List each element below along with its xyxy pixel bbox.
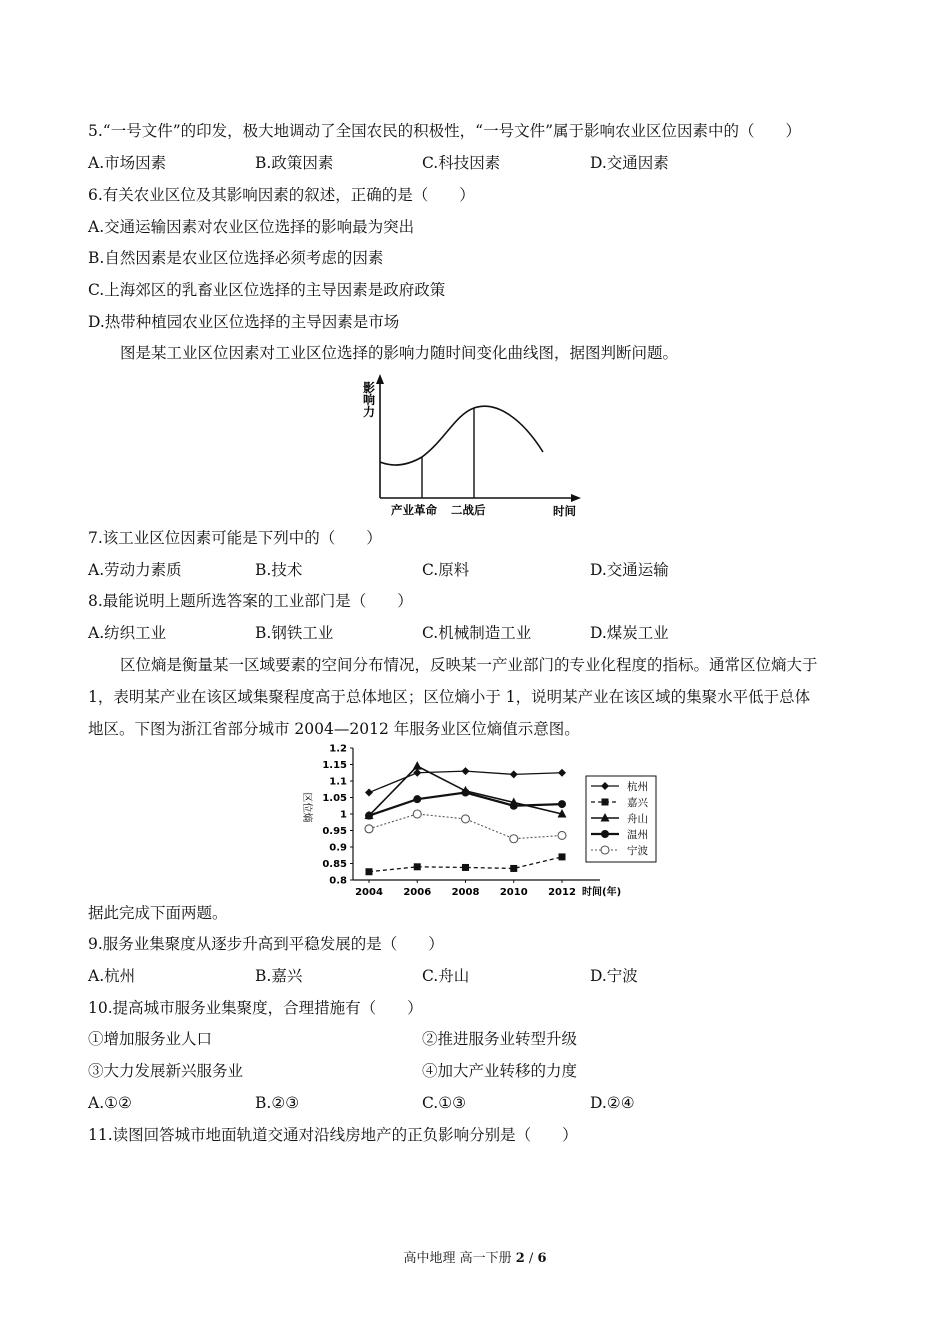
q9-option-b: B.嘉兴 bbox=[255, 967, 303, 985]
q6-option-d: D.热带种植园农业区位选择的主导因素是市场 bbox=[88, 313, 400, 331]
footer-page-number: 2 bbox=[515, 1251, 525, 1266]
entropy-point-0-3 bbox=[510, 770, 518, 778]
entropy-point-1-2 bbox=[462, 864, 469, 871]
q8-option-a: A.纺织工业 bbox=[88, 624, 167, 642]
q10-stem: 10.提高城市服务业集聚度，合理措施有（ ） bbox=[88, 999, 423, 1017]
entropy-y-tick-label: 0.95 bbox=[322, 826, 347, 837]
entropy-point-3-2 bbox=[462, 789, 470, 797]
q5-option-d: D.交通因素 bbox=[590, 154, 669, 172]
entropy-y-axis-title: 区位熵 bbox=[301, 792, 312, 823]
q10-option-c: C.①③ bbox=[422, 1094, 467, 1112]
q10-item-3: ③大力发展新兴服务业 bbox=[88, 1062, 244, 1080]
curve-ylabel-1: 影 bbox=[363, 381, 376, 395]
entropy-x-tick-label: 2004 bbox=[355, 887, 383, 898]
entropy-legend-marker bbox=[602, 799, 609, 806]
entropy-legend-label: 嘉兴 bbox=[627, 797, 648, 809]
entropy-y-tick-label: 1.05 bbox=[322, 793, 347, 804]
entropy-line-chart bbox=[290, 740, 660, 900]
entropy-legend-label: 温州 bbox=[627, 829, 648, 841]
footer-subject: 高中地理 高一下册 bbox=[403, 1251, 516, 1266]
entropy-legend-marker bbox=[601, 846, 609, 854]
curve-marker-2: 二战后 bbox=[451, 503, 486, 517]
entropy-point-0-2 bbox=[462, 767, 470, 775]
entropy-legend-marker bbox=[601, 830, 609, 838]
q5-option-b: B.政策因素 bbox=[255, 154, 334, 172]
q6-option-b: B.自然因素是农业区位选择必须考虑的因素 bbox=[88, 249, 384, 267]
q8-option-d: D.煤炭工业 bbox=[590, 624, 669, 642]
entropy-y-tick-label: 1.15 bbox=[322, 760, 347, 771]
footer-separator: / bbox=[524, 1251, 538, 1266]
entropy-point-4-0 bbox=[365, 825, 373, 833]
curve-xlabel: 时间 bbox=[553, 504, 576, 518]
curve-marker-1: 产业革命 bbox=[391, 503, 437, 517]
q5-option-a: A.市场因素 bbox=[88, 154, 167, 172]
curve-x-arrow bbox=[571, 494, 581, 502]
q7-option-d: D.交通运输 bbox=[590, 561, 669, 579]
q9-option-d: D.宁波 bbox=[590, 967, 638, 985]
q6-option-c: C.上海郊区的乳畜业区位选择的主导因素是政府政策 bbox=[88, 281, 446, 299]
q9-option-c: C.舟山 bbox=[422, 967, 470, 985]
entropy-y-tick-label: 0.9 bbox=[329, 842, 347, 854]
entropy-point-0-4 bbox=[558, 769, 566, 777]
entropy-legend-label: 杭州 bbox=[627, 781, 648, 793]
entropy-point-3-4 bbox=[558, 800, 566, 808]
q10-item-4: ④加大产业转移的力度 bbox=[422, 1062, 578, 1080]
entropy-y-tick-label: 0.85 bbox=[322, 859, 347, 870]
entropy-y-tick-label: 1 bbox=[340, 809, 347, 821]
entropy-y-tick-label: 1.2 bbox=[329, 743, 347, 755]
q10-item-1: ①增加服务业人口 bbox=[88, 1030, 213, 1048]
q7-stem: 7.该工业区位因素可能是下列中的（ ） bbox=[88, 529, 382, 547]
entropy-legend-label: 宁波 bbox=[627, 845, 648, 857]
entropy-x-tick-label: 2012 bbox=[548, 887, 576, 898]
entropy-point-1-4 bbox=[559, 853, 566, 860]
q10-option-d: D.②④ bbox=[590, 1094, 635, 1112]
entropy-intro-line2: 1，表明某产业在该区域集聚程度高于总体地区；区位熵小于 1，说明某产业在该区域的集聚水平低于总体 bbox=[88, 688, 811, 706]
influence-curve-diagram bbox=[355, 370, 595, 522]
q9-stem: 9.服务业集聚度从逐步升高到平稳发展的是（ ） bbox=[88, 935, 444, 953]
after-chart-text: 据此完成下面两题。 bbox=[88, 904, 228, 922]
curve-ylabel-3: 力 bbox=[363, 405, 376, 419]
entropy-legend-label: 舟山 bbox=[627, 813, 648, 825]
entropy-point-4-4 bbox=[558, 831, 566, 839]
entropy-point-4-3 bbox=[510, 835, 518, 843]
entropy-y-tick-label: 1.1 bbox=[329, 776, 347, 788]
q10-item-2: ②推进服务业转型升级 bbox=[422, 1030, 578, 1048]
entropy-point-2-1 bbox=[413, 761, 422, 770]
entropy-x-tick-label: 2010 bbox=[499, 887, 528, 898]
curve-y-arrow bbox=[376, 374, 384, 384]
entropy-point-3-0 bbox=[365, 812, 373, 820]
q10-option-a: A.①② bbox=[88, 1094, 132, 1112]
q8-stem: 8.最能说明上题所选答案的工业部门是（ ） bbox=[88, 592, 413, 610]
q10-option-b: B.②③ bbox=[255, 1094, 300, 1112]
q7-option-b: B.技术 bbox=[255, 561, 303, 579]
entropy-point-1-1 bbox=[414, 863, 421, 870]
page-footer bbox=[0, 1247, 950, 1266]
entropy-point-4-1 bbox=[413, 810, 421, 818]
entropy-point-3-1 bbox=[413, 795, 421, 803]
q8-option-b: B.钢铁工业 bbox=[255, 624, 334, 642]
entropy-x-tick-label: 2006 bbox=[403, 887, 432, 898]
q8-option-c: C.机械制造工业 bbox=[422, 624, 532, 642]
curve-ylabel-2: 响 bbox=[363, 393, 376, 407]
entropy-x-tick-label: 2008 bbox=[451, 887, 480, 898]
footer-total-pages: 6 bbox=[537, 1251, 547, 1266]
entropy-intro-line1: 区位熵是衡量某一区域要素的空间分布情况，反映某一产业部门的专业化程度的指标。通常区位熵大于 bbox=[120, 656, 818, 674]
curve-line bbox=[380, 406, 543, 465]
entropy-x-axis-title: 时间(年) bbox=[582, 887, 622, 898]
q5-stem: 5.“一号文件”的印发，极大地调动了全国农民的积极性，“一号文件”属于影响农业区位因素中的（ ） bbox=[88, 122, 801, 140]
q9-option-a: A.杭州 bbox=[88, 967, 136, 985]
entropy-point-0-0 bbox=[365, 789, 373, 797]
q5-option-c: C.科技因素 bbox=[422, 154, 501, 172]
curve-intro: 图是某工业区位因素对工业区位选择的影响力随时间变化曲线图，据图判断问题。 bbox=[120, 344, 679, 362]
q7-option-a: A.劳动力素质 bbox=[88, 561, 182, 579]
q6-option-a: A.交通运输因素对农业区位选择的影响最为突出 bbox=[88, 218, 415, 236]
q11-stem: 11.读图回答城市地面轨道交通对沿线房地产的正负影响分别是（ ） bbox=[88, 1126, 578, 1144]
q7-option-c: C.原料 bbox=[422, 561, 470, 579]
entropy-point-1-3 bbox=[510, 865, 517, 872]
entropy-point-3-3 bbox=[510, 802, 518, 810]
entropy-point-1-0 bbox=[366, 868, 373, 875]
entropy-intro-line3: 地区。下图为浙江省部分城市 2004—2012 年服务业区位熵值示意图。 bbox=[88, 720, 580, 738]
entropy-y-tick-label: 0.8 bbox=[329, 875, 347, 887]
entropy-point-4-2 bbox=[462, 815, 470, 823]
q6-stem: 6.有关农业区位及其影响因素的叙述，正确的是（ ） bbox=[88, 186, 475, 204]
